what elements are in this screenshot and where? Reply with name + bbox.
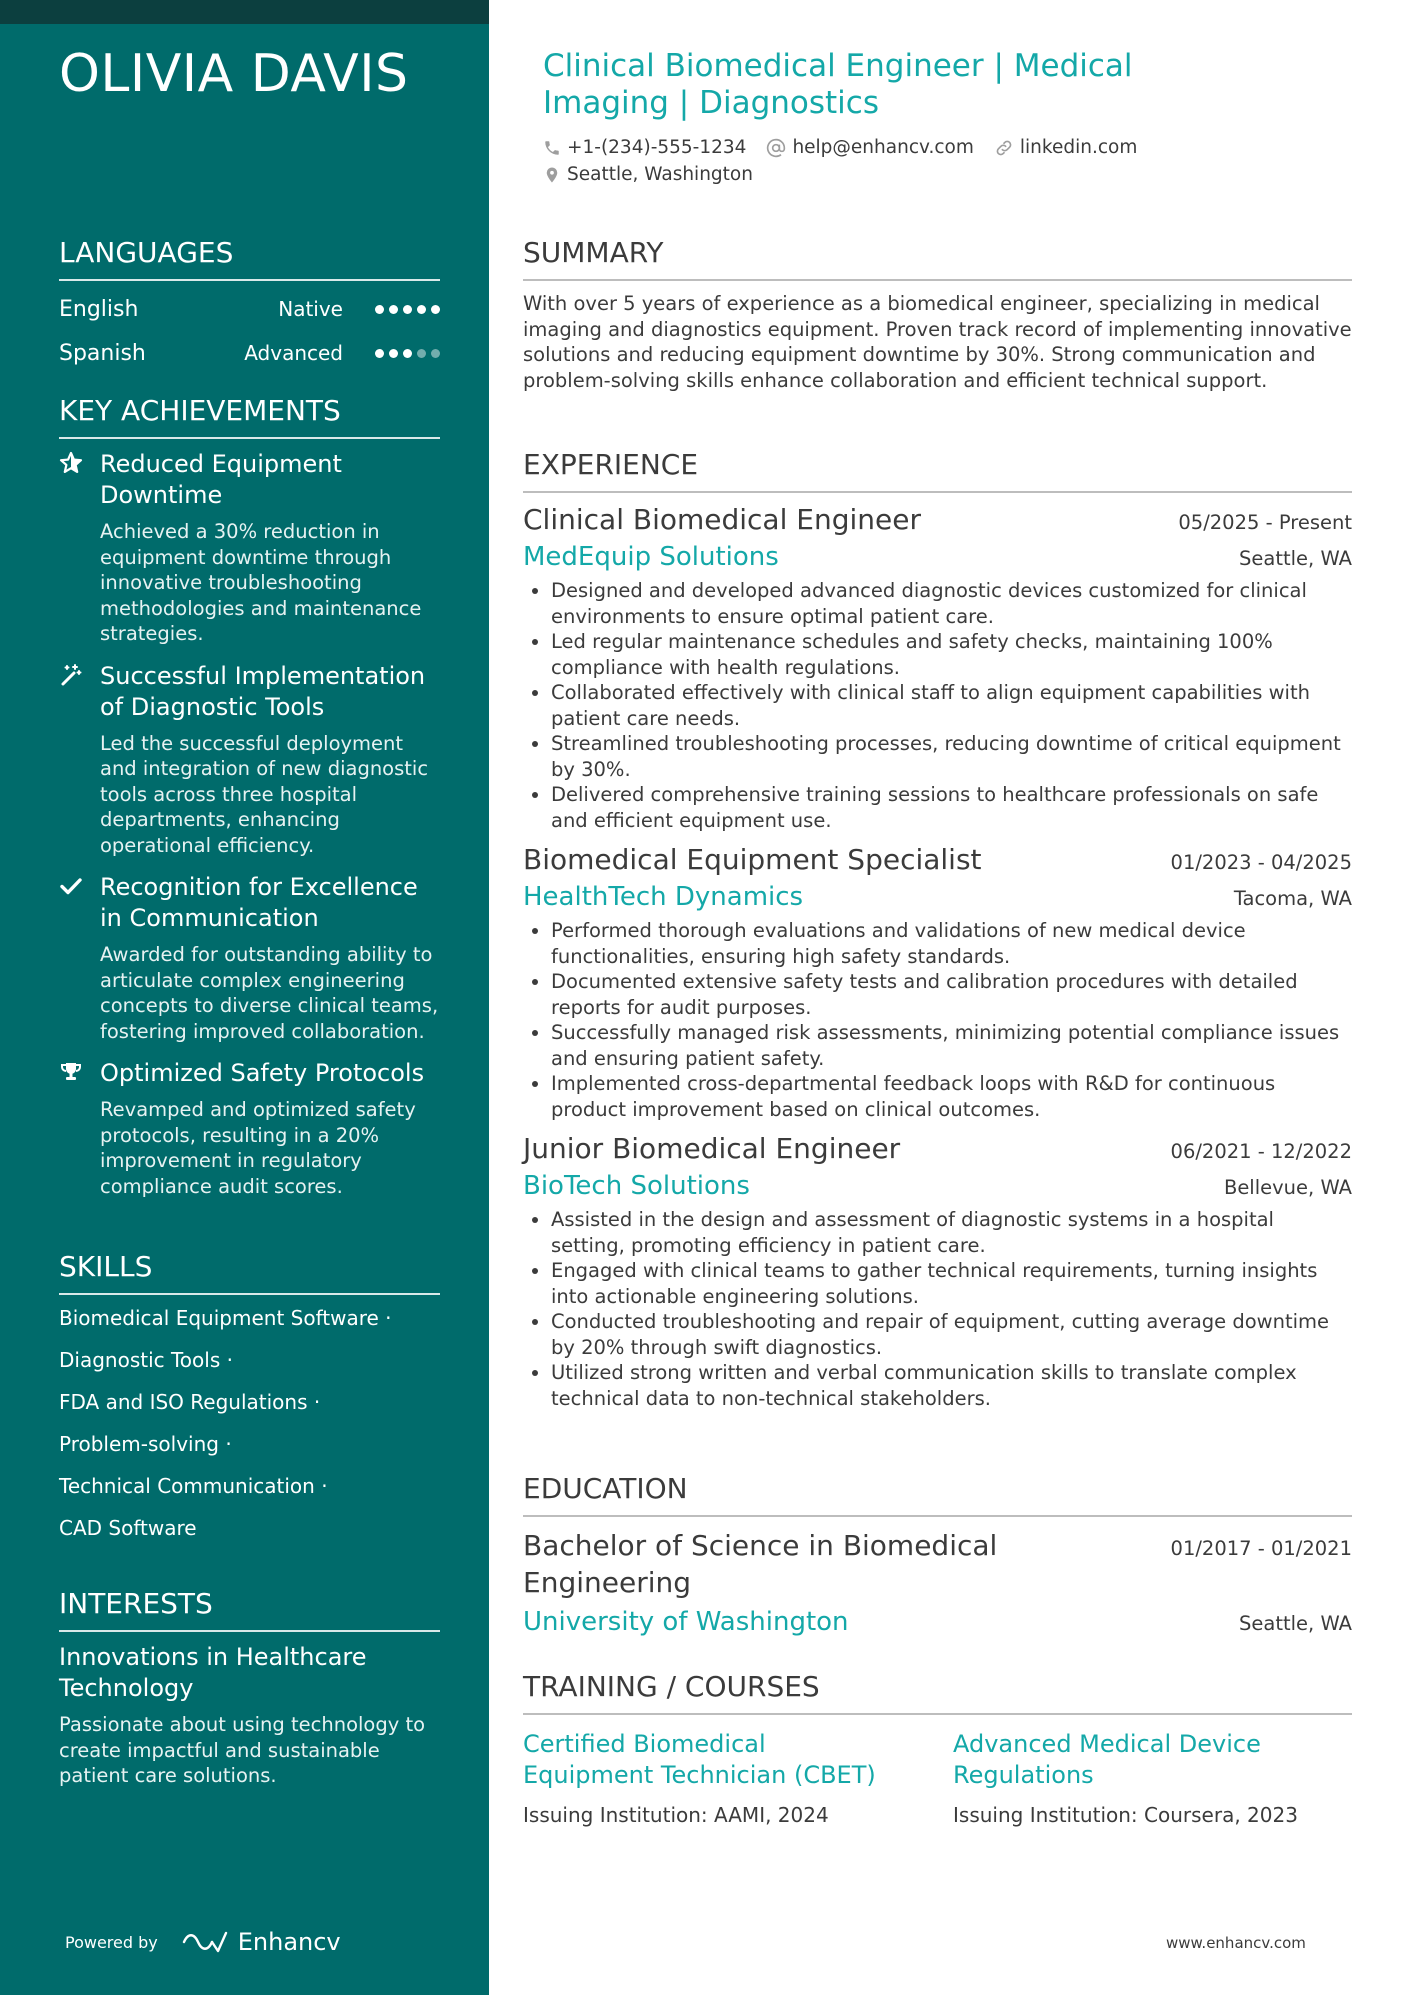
interests-section	[59, 1587, 440, 1789]
skill-item: Biomedical Equipment Software ·	[59, 1306, 392, 1330]
summary-title: SUMMARY	[523, 236, 1352, 281]
job-bullets	[523, 918, 1352, 1122]
rating-dot	[389, 305, 398, 314]
skill-item: Problem-solving ·	[59, 1432, 232, 1456]
enhancv-brand-name: Enhancv	[237, 1928, 341, 1956]
job-bullet: • Collaborated effectively with clinical staff to align equipment capabilities with patient care needs.	[551, 680, 1352, 731]
job-bullet: • Led regular maintenance schedules and safety checks, maintaining 100% compliance with health regulations.	[551, 629, 1352, 680]
job-date: 06/2021 - 12/2022	[1170, 1140, 1352, 1163]
language-item	[59, 287, 440, 331]
education-degree: Bachelor of Science in Biomedical Engineering	[523, 1529, 998, 1599]
job-bullet: • Performed thorough evaluations and validations of new medical device functionalities, ensuring high safety standards.	[551, 918, 1352, 969]
summary-section	[523, 236, 1352, 393]
rating-dot	[403, 305, 412, 314]
achievements-title: KEY ACHIEVEMENTS	[59, 394, 440, 439]
phone-text: +1-(234)-555-1234	[567, 137, 747, 158]
skill-item: FDA and ISO Regulations ·	[59, 1390, 321, 1414]
contact-phone[interactable]	[543, 137, 746, 158]
check-icon	[59, 874, 85, 900]
job-bullet: • Streamlined troubleshooting processes, reducing downtime of critical equipment by 30%.	[551, 731, 1352, 782]
job-entry	[523, 843, 1352, 1122]
job-location: Seattle, WA	[1239, 547, 1352, 570]
achievement-item	[59, 1058, 440, 1199]
contact-location	[543, 164, 753, 185]
trophy-icon	[59, 1060, 85, 1086]
languages-title: LANGUAGES	[59, 236, 440, 281]
interest-title: Innovations in Healthcare Technology	[59, 1643, 367, 1702]
languages-section	[59, 236, 440, 375]
candidate-name: OLIVIA DAVIS	[59, 44, 409, 104]
skill-item: Diagnostic Tools ·	[59, 1348, 233, 1372]
link-icon	[994, 138, 1014, 158]
language-rating	[375, 349, 440, 358]
contact-linkedin[interactable]	[994, 137, 1137, 158]
achievement-title: Optimized Safety Protocols	[100, 1059, 425, 1087]
at-icon	[766, 138, 786, 158]
language-item	[59, 331, 440, 375]
job-bullet: • Utilized strong written and verbal communication skills to translate complex technical data to non-technical stakeholders.	[551, 1360, 1352, 1411]
star-icon	[59, 451, 85, 477]
education-title: EDUCATION	[523, 1472, 1352, 1517]
sidebar	[0, 0, 489, 1995]
interest-description: Passionate about using technology to create impactful and sustainable patient care solutions.	[59, 1713, 426, 1787]
experience-title: EXPERIENCE	[523, 448, 1352, 493]
achievement-description: Led the successful deployment and integration of new diagnostic tools across three hospital departments, enhancing operational efficiency.	[100, 731, 429, 857]
rating-dot	[389, 349, 398, 358]
job-company: MedEquip Solutions	[523, 542, 779, 572]
wand-icon	[59, 663, 85, 689]
footer-url[interactable]: www.enhancv.com	[1166, 1934, 1306, 1952]
experience-section	[523, 448, 1352, 1411]
enhancv-logo-icon	[182, 1931, 228, 1953]
job-company: HealthTech Dynamics	[523, 882, 804, 912]
contact-row-2	[543, 164, 773, 185]
job-bullets	[523, 578, 1352, 833]
job-role: Biomedical Equipment Specialist	[523, 843, 982, 876]
achievement-item	[59, 661, 440, 859]
achievement-title: Successful Implementation of Diagnostic Tools	[100, 661, 426, 721]
sidebar-top-bar	[0, 0, 489, 24]
skills-title: SKILLS	[59, 1250, 440, 1295]
job-bullet: • Conducted troubleshooting and repair of equipment, cutting average downtime by 20% through swift diagnostics.	[551, 1309, 1352, 1360]
job-bullet: • Successfully managed risk assessments, minimizing potential compliance issues and ensuring patient safety.	[551, 1020, 1352, 1071]
location-pin-icon	[543, 165, 561, 185]
course-institution: Issuing Institution: Coursera, 2023	[953, 1803, 1298, 1827]
course-title: Advanced Medical Device Regulations	[953, 1730, 1261, 1789]
skill-item: Technical Communication ·	[59, 1474, 328, 1498]
job-bullets	[523, 1207, 1352, 1411]
enhancv-logo[interactable]	[182, 1928, 341, 1956]
education-location: Seattle, WA	[1239, 1612, 1352, 1635]
email-text: help@enhancv.com	[792, 137, 974, 158]
job-bullet: • Engaged with clinical teams to gather technical requirements, turning insights into actionable engineering solutions.	[551, 1258, 1352, 1309]
language-level: Advanced	[244, 341, 343, 365]
achievement-item	[59, 449, 440, 647]
job-role: Junior Biomedical Engineer	[523, 1132, 901, 1165]
language-level: Native	[278, 297, 343, 321]
rating-dot	[417, 305, 426, 314]
training-section	[523, 1670, 1352, 1827]
job-bullet: • Assisted in the design and assessment of diagnostic systems in a hospital setting, promoting efficiency in patient care.	[551, 1207, 1352, 1258]
job-entry	[523, 1132, 1352, 1411]
rating-dot	[431, 305, 440, 314]
achievement-description: Awarded for outstanding ability to articulate complex engineering concepts to diverse clinical teams, fostering improved collaboration.	[100, 943, 439, 1043]
achievement-description: Revamped and optimized safety protocols, resulting in a 20% improvement in regulatory compliance audit scores.	[100, 1098, 416, 1198]
skills-section	[59, 1250, 440, 1549]
achievement-title: Recognition for Excellence in Communication	[100, 873, 418, 932]
language-name: Spanish	[59, 340, 146, 366]
achievement-item	[59, 872, 440, 1044]
achievements-section	[59, 394, 440, 1199]
rating-dot	[375, 349, 384, 358]
education-date: 01/2017 - 01/2021	[1170, 1537, 1352, 1560]
job-date: 05/2025 - Present	[1178, 511, 1352, 534]
job-location: Tacoma, WA	[1233, 887, 1352, 910]
linkedin-text: linkedin.com	[1019, 137, 1138, 158]
job-bullet: • Designed and developed advanced diagnostic devices customized for clinical environments to ensure optimal patient care.	[551, 578, 1352, 629]
course-title: Certified Biomedical Equipment Technician (CBET)	[523, 1730, 876, 1789]
headline: Clinical Biomedical Engineer | Medical Imaging | Diagnostics	[543, 48, 1133, 121]
contact-email[interactable]	[766, 137, 973, 158]
location-text: Seattle, Washington	[567, 164, 753, 185]
phone-icon	[543, 139, 561, 157]
skill-item: CAD Software	[59, 1516, 197, 1540]
training-title: TRAINING / COURSES	[523, 1670, 1352, 1715]
course-item	[953, 1729, 1327, 1827]
summary-text: With over 5 years of experience as a biomedical engineer, specializing in medical imaging and diagnostics equipment. Proven track record of implementing innovative solutions and reducing equipment downtime by 30%. Strong communication and problem-solving skills enhance collaboration and efficient technical support.	[523, 292, 1352, 392]
achievement-title: Reduced Equipment Downtime	[100, 450, 342, 509]
powered-by	[65, 1928, 341, 1956]
job-role: Clinical Biomedical Engineer	[523, 503, 921, 536]
language-rating	[375, 305, 440, 314]
language-name: English	[59, 296, 139, 322]
job-bullet: • Delivered comprehensive training sessions to healthcare professionals on safe and efficient equipment use.	[551, 782, 1352, 833]
interests-title: INTERESTS	[59, 1587, 440, 1632]
course-item	[523, 1729, 897, 1827]
education-section	[523, 1472, 1352, 1637]
achievement-description: Achieved a 30% reduction in equipment downtime through innovative troubleshooting methodologies and maintenance strategies.	[100, 520, 422, 645]
job-company: BioTech Solutions	[523, 1171, 750, 1201]
job-entry	[523, 503, 1352, 833]
education-school: University of Washington	[523, 1607, 849, 1637]
job-bullet: • Implemented cross-departmental feedback loops with R&D for continuous product improvement based on clinical outcomes.	[551, 1071, 1352, 1122]
job-date: 01/2023 - 04/2025	[1170, 851, 1352, 874]
course-institution: Issuing Institution: AAMI, 2024	[523, 1803, 829, 1827]
job-bullet: • Documented extensive safety tests and calibration procedures with detailed reports for audit purposes.	[551, 969, 1352, 1020]
rating-dot	[417, 349, 426, 358]
rating-dot	[375, 305, 384, 314]
rating-dot	[403, 349, 412, 358]
contact-row	[543, 137, 1157, 158]
rating-dot	[431, 349, 440, 358]
powered-by-label: Powered by	[65, 1932, 158, 1952]
job-location: Bellevue, WA	[1223, 1176, 1352, 1199]
